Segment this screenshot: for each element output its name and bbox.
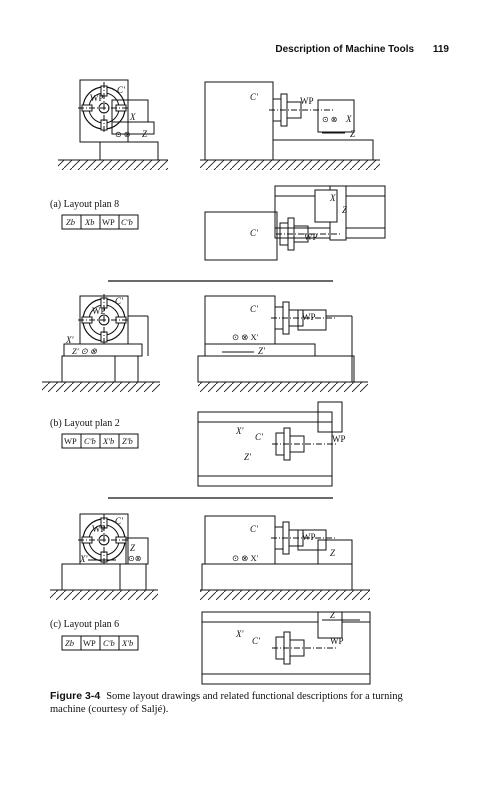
plan-a-side-sym: ⊙ ⊗: [322, 115, 338, 124]
plan-c-code-4: X'b: [122, 638, 134, 648]
plan-c-front-z-label: Z: [130, 543, 136, 553]
plan-a-code-4: C'b: [121, 217, 133, 227]
plan-c-side-x-label: ⊙ ⊗ X': [232, 553, 259, 563]
plan-b-top-c-label: C': [255, 432, 263, 442]
plan-c-code-2: WP: [83, 638, 96, 648]
plan-b-side-z-label: Z': [258, 346, 265, 356]
plan-b-side-view: [198, 296, 368, 392]
plan-a-side-wp-label: WP: [300, 96, 314, 106]
plan-c-top-c-label: C': [252, 636, 260, 646]
plan-a-side-z-label: Z: [350, 129, 356, 139]
plan-c-label: (c) Layout plan 6: [50, 619, 120, 630]
plan-c-side-z-label: Z: [330, 548, 336, 558]
plan-c-top-z-label: Z: [330, 610, 336, 620]
plan-a-code-2: Xb: [85, 217, 95, 227]
plan-a-label: (a) Layout plan 8: [50, 199, 120, 210]
plan-c-code-table: [62, 636, 138, 650]
plan-a-top-z-label: Z: [342, 205, 348, 215]
plan-c-side-view: [200, 516, 370, 600]
plan-a-side-x-label: X: [346, 114, 352, 124]
plan-a-top-c-label: C': [250, 228, 258, 238]
plan-b-top-x-label: X': [236, 426, 244, 436]
plan-b-side-x-label: ⊙ ⊗ X': [232, 332, 259, 342]
plan-b-code-table: [62, 434, 138, 448]
plan-a-front-sym: ⊙ ⊗: [115, 130, 131, 139]
figure-caption: [50, 690, 440, 716]
plan-c-front-sym: ⊙⊗: [128, 554, 142, 563]
plan-c-code-1: Zb: [65, 638, 74, 648]
plan-a-code-table: [62, 215, 138, 229]
figure-caption-text: Some layout drawings and related functional descriptions for a turning machine (courtesy of Saljé).: [50, 691, 403, 715]
plan-a-side-view: [200, 82, 380, 170]
plan-b-front-z-label: Z' ⊙ ⊗: [72, 346, 98, 356]
plan-a-side-c-label: C': [250, 92, 258, 102]
page-number: 119: [432, 44, 449, 55]
plan-c-top-wp-label: WP: [330, 636, 344, 646]
plan-b-front-x-label: X': [66, 335, 74, 345]
plan-b-front-view: [42, 294, 160, 392]
plan-c-side-c-label: C': [250, 524, 258, 534]
plan-b-front-wp-label: WP: [92, 306, 106, 316]
plan-c-top-view: [202, 610, 370, 684]
plan-a-front-x-label: X: [130, 112, 136, 122]
plan-a-front-view: [58, 80, 168, 170]
plan-a-front-z-label: Z: [142, 129, 148, 139]
plan-c-side-wp-label: WP: [302, 532, 316, 542]
plan-a-top-x-label: X: [330, 193, 336, 203]
plan-b-code-1: WP: [64, 436, 77, 446]
plan-a-code-3: WP: [102, 217, 115, 227]
plan-c-top-x-label: X': [236, 629, 244, 639]
plan-a-front-c-label: C': [117, 85, 125, 95]
plan-a-front-wp-label: WP: [90, 93, 104, 103]
plan-a-code-1: Zb: [66, 217, 75, 227]
plan-b-code-4: Z'b: [122, 436, 133, 446]
plan-b-top-wp-label: WP: [332, 434, 346, 444]
running-head-title: Description of Machine Tools: [275, 44, 415, 55]
plan-b-top-z-label: Z': [244, 452, 251, 462]
plan-b-code-2: C'b: [84, 436, 96, 446]
plan-b-label: (b) Layout plan 2: [50, 418, 120, 429]
plan-b-side-wp-label: WP: [302, 312, 316, 322]
plan-c-front-c-label: C': [115, 516, 123, 526]
plan-c-front-view: [50, 514, 158, 600]
plan-c-code-3: C'b: [103, 638, 115, 648]
plan-a-top-view: [205, 186, 385, 260]
plan-b-top-view: [198, 402, 346, 486]
plan-b-code-3: X'b: [103, 436, 115, 446]
plan-b-front-c-label: C': [115, 296, 123, 306]
plan-c-front-wp-label: WP: [92, 524, 106, 534]
figure-caption-label: Figure 3-4: [50, 690, 101, 702]
plan-b-side-c-label: C': [250, 304, 258, 314]
plan-a-top-wp-label: WP: [304, 232, 318, 242]
plan-c-front-x-label: X': [80, 554, 88, 564]
